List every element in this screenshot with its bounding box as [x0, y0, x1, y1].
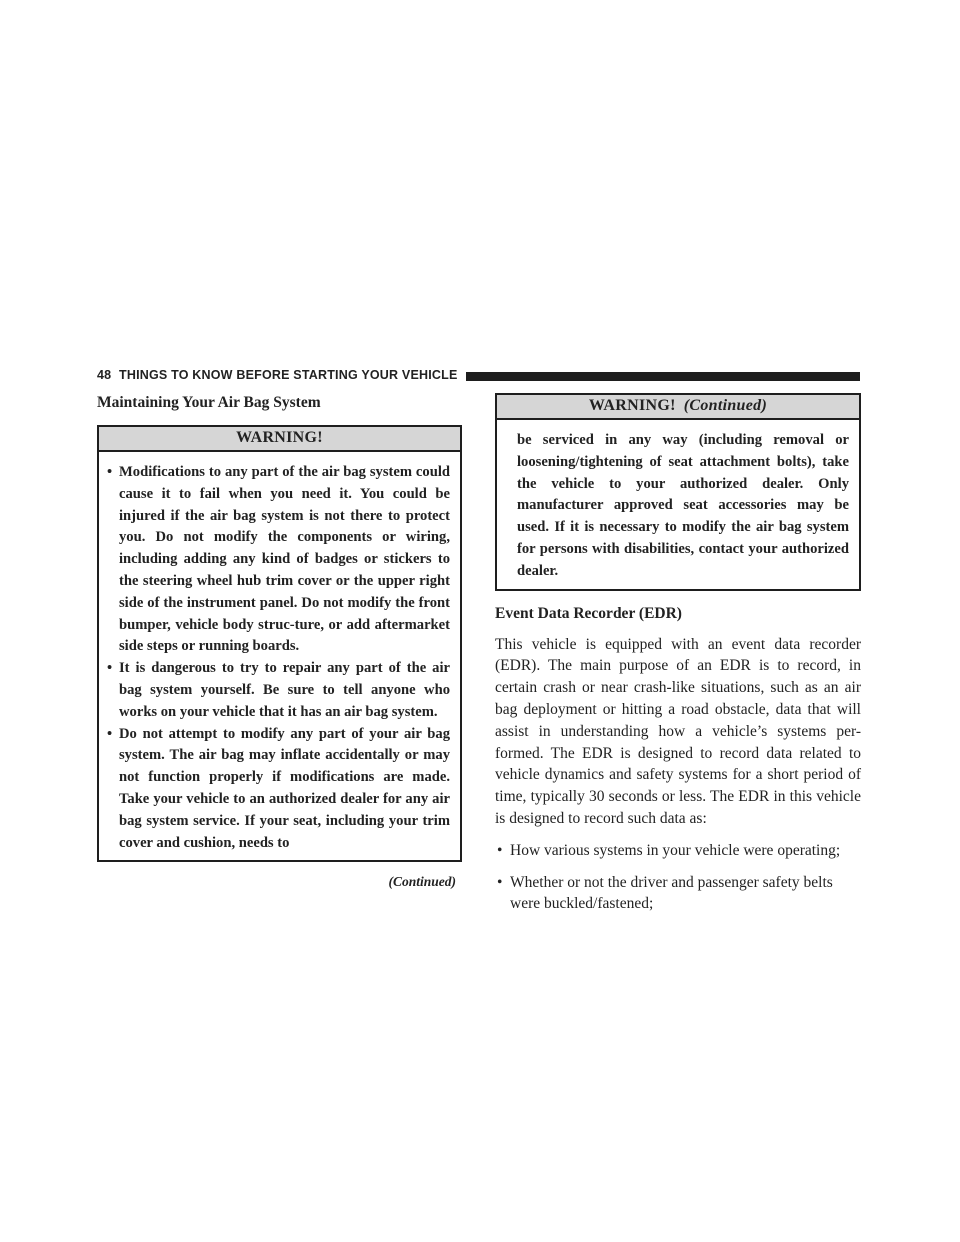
running-heading: THINGS TO KNOW BEFORE STARTING YOUR VEHICLE	[119, 368, 458, 382]
bullet-icon: •	[497, 873, 503, 891]
warning-bullet-item	[107, 658, 450, 723]
continued-note: (Continued)	[388, 874, 456, 890]
warning-body	[497, 420, 859, 589]
warning-bullet-item	[107, 462, 450, 658]
bullet-icon: •	[497, 841, 503, 859]
edr-bullet-item	[495, 872, 861, 916]
left-column	[97, 393, 462, 890]
edr-bullet-text: Whether or not the driver and passenger safety belts were buckled/fastened;	[510, 873, 833, 913]
warning-heading-text: WARNING!	[588, 397, 676, 414]
section-title-air-bag-maintenance: Maintaining Your Air Bag System	[97, 394, 321, 411]
header-rule	[466, 372, 860, 381]
bullet-icon: •	[107, 725, 113, 742]
page-number: 48	[97, 368, 112, 382]
bullet-icon: •	[107, 464, 113, 480]
warning-bullet-item	[107, 724, 450, 855]
warning-bullet-text: It is dangerous to try to repair any part of the air bag system yourself. Be sure to tell anyone who works on your vehicle that it has an air bag system.	[119, 660, 450, 720]
section-title-edr: Event Data Recorder (EDR)	[495, 604, 682, 622]
warning-continued-label: (Continued)	[683, 397, 768, 414]
warning-bullet-text: Modifications to any part of the air bag system could cause it to fail when you need it. You could be injured if the air bag system is not there to protect you. Do not modify the components or wiring, including adding any kind of badges or stickers to the steering wheel hub trim cover or the upper right side of the instrument panel. Do not modify the front bumper, vehicle body struc-ture, or add aftermarket side steps or running boards.	[119, 464, 450, 655]
edr-bullet-text: How various systems in your vehicle were operating;	[510, 841, 841, 859]
warning-body	[99, 452, 460, 860]
warning-box-continued	[495, 393, 861, 591]
warning-heading: WARNING!	[99, 427, 460, 452]
edr-bullet-item	[495, 840, 861, 862]
warning-continued-text: be serviced in any way (including removal or loosening/tightening of seat attachment bolts), take the vehicle to your authorized dealer. Only manufacturer approved seat accessories may be used. If it is necessary to modify the air bag system for persons with disabilities, contact your authorized dealer.	[517, 432, 849, 579]
warning-bullet-list	[107, 462, 450, 854]
right-column	[495, 393, 861, 925]
page-header	[97, 367, 860, 387]
warning-box	[97, 425, 462, 862]
edr-bullet-list	[495, 840, 861, 915]
bullet-icon: •	[107, 660, 113, 677]
edr-paragraph: This vehicle is equipped with an event data recorder (EDR). The main purpose of an EDR is to record, in certain crash or near crash-like situations, such as an air bag deployment or hitting a road obstacle, data that will assist in understanding how a vehicle’s systems per-formed. The EDR is designed to record data related to vehicle dynamics and safety systems for a short period of time, typically 30 seconds or less. The EDR in this vehicle is designed to record such data as:	[495, 635, 861, 827]
warning-heading	[497, 395, 859, 420]
warning-bullet-text: Do not attempt to modify any part of your air bag system. The air bag may inflate accidentally or may not function properly if modifications are made. Take your vehicle to an authorized dealer for any air bag system service. If your seat, including your trim cover and cushion, needs to	[119, 725, 450, 851]
